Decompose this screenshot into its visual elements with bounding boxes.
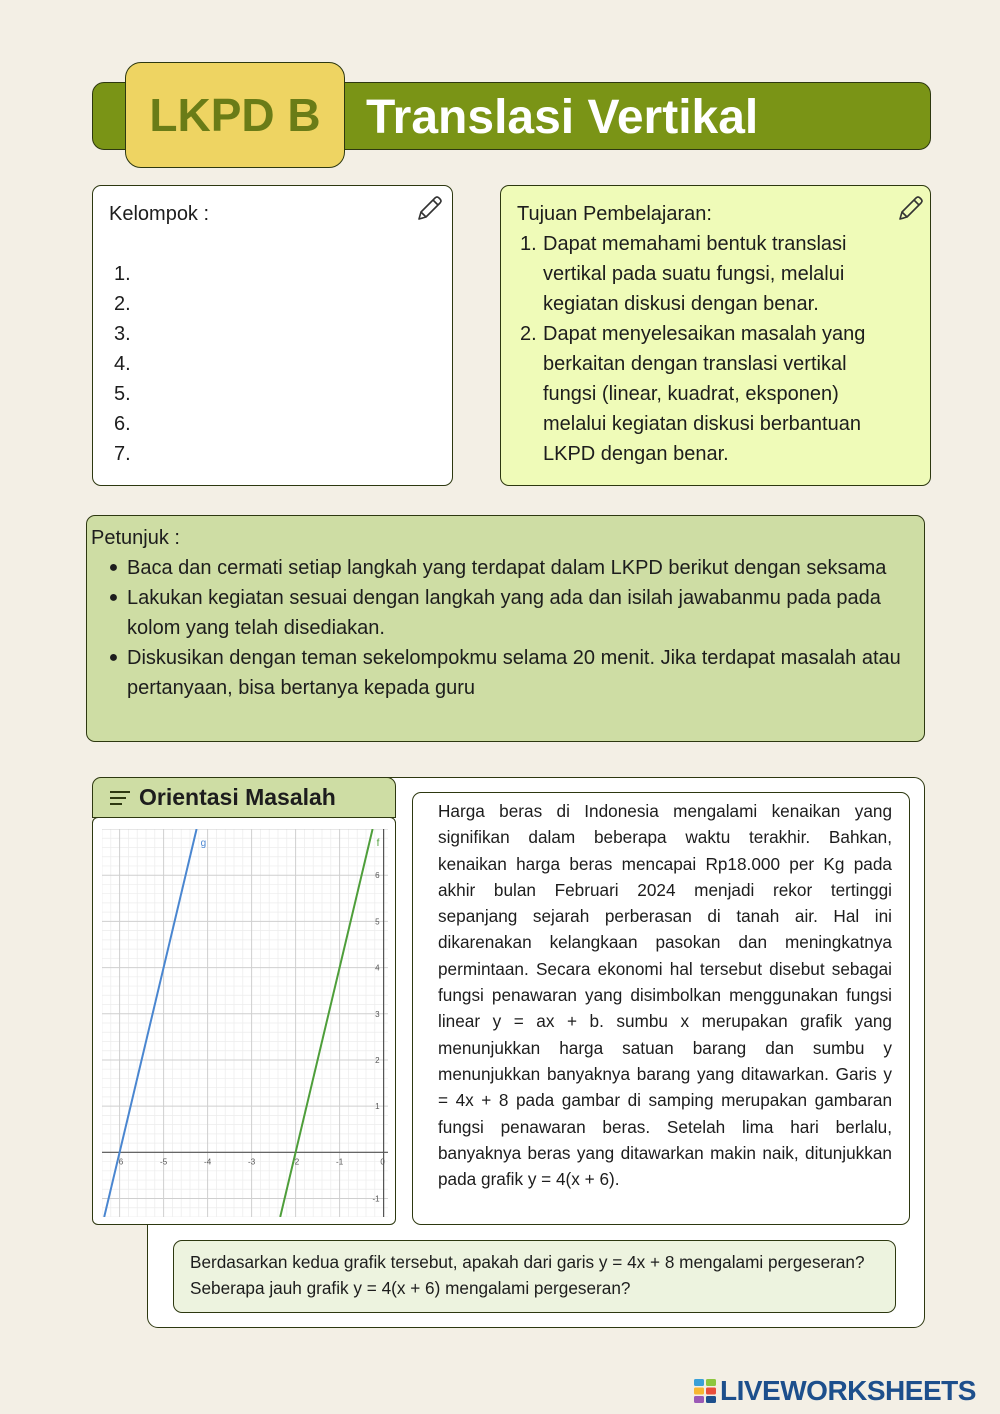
orientasi-title: Orientasi Masalah (139, 784, 336, 810)
x-tick-label: -6 (116, 1157, 124, 1167)
series-label-f: f (376, 838, 380, 849)
y-tick-label: 5 (375, 917, 380, 927)
list-item (520, 229, 900, 319)
x-tick-label: 0 (380, 1157, 385, 1167)
y-tick-label: -1 (372, 1194, 380, 1204)
petunjuk-text: Diskusikan dengan teman sekelompokmu selama 20 menit. Jika terdapat masalah atau pertanyaan, bisa bertanya kepada guru (127, 647, 901, 699)
problem-paragraph: Harga beras di Indonesia mengalami kenaikan yang signifikan dalam beberapa waktu terakhir. Bahkan, kenaikan harga beras mencapai Rp18.000 per Kg pada akhir bulan Februari 2024 menjadi rekor tertinggi sepanjang sejarah perberasan di tanah air. Hal ini dikarenakan kelangkaan pasokan dan meningkatnya permintaan. Secara ekonomi hal tersebut disebut sebagai fungsi penawaran yang disimbolkan menggunakan fungsi linear y = ax + b. sumbu x merupakan grafik yang menunjukkan harga satuan barang dan sumbu y menunjukkan banyaknya barang yang ditawarkan. Garis y = 4x + 8 pada gambar di samping merupakan gambaran fungsi penawaran beras. Setelah lima hari berlalu, banyaknya beras yang ditawarkan makin naik, ditunjukkan pada grafik y = 4(x + 6). (438, 801, 892, 1190)
question-text: Berdasarkan kedua grafik tersebut, apakah dari garis y = 4x + 8 mengalami pergeseran? Seberapa jauh grafik y = 4(x + 6) mengalami pergeseran? (190, 1252, 865, 1299)
kelompok-number: 1. (114, 263, 131, 285)
y-tick-label: 4 (375, 963, 380, 973)
pencil-icon (414, 194, 444, 224)
y-tick-label: 3 (375, 1009, 380, 1019)
x-tick-label: -1 (336, 1157, 344, 1167)
kelompok-number: 2. (114, 293, 131, 315)
kelompok-number: 5. (114, 383, 131, 405)
x-tick-label: -3 (248, 1157, 256, 1167)
line-graph (102, 829, 388, 1217)
tujuan-number: 2. (520, 323, 537, 345)
lkpd-badge: LKPD B (125, 62, 345, 168)
x-tick-label: -4 (204, 1157, 212, 1167)
liveworksheets-logo-icon (694, 1379, 716, 1403)
series-label-g: g (200, 838, 207, 849)
bullet-icon: ● (108, 559, 119, 576)
tujuan-label: Tujuan Pembelajaran: (517, 203, 712, 225)
list-item (100, 553, 922, 583)
y-tick-label: 2 (375, 1055, 380, 1065)
list-item (100, 643, 922, 703)
tujuan-number: 1. (520, 233, 537, 255)
petunjuk-list (100, 553, 922, 703)
brand-name: LIVEWORKSHEETS (720, 1375, 976, 1406)
pencil-icon (895, 194, 925, 224)
kelompok-label: Kelompok : (109, 203, 210, 225)
kelompok-number: 6. (114, 413, 131, 435)
x-tick-label: -2 (292, 1157, 300, 1167)
x-tick-label: -5 (160, 1157, 168, 1167)
kelompok-number-list (114, 259, 131, 469)
petunjuk-label: Petunjuk : (91, 527, 180, 549)
menu-lines-icon (109, 789, 131, 807)
kelompok-number: 3. (114, 323, 131, 345)
bullet-icon: ● (108, 589, 119, 606)
grid-minor (102, 829, 388, 1217)
y-tick-label: 1 (375, 1102, 380, 1112)
kelompok-box (92, 185, 453, 486)
list-item (100, 583, 922, 643)
y-tick-label: 6 (375, 871, 380, 881)
tujuan-text: Dapat menyelesaikan masalah yang berkaitan dengan translasi vertikal fungsi (linear, kuadrat, eksponen) melalui kegiatan diskusi berbantuan LKPD dengan benar. (543, 323, 866, 465)
liveworksheets-logo (694, 1375, 976, 1407)
kelompok-number: 7. (114, 443, 131, 465)
kelompok-number: 4. (114, 353, 131, 375)
petunjuk-text: Baca dan cermati setiap langkah yang terdapat dalam LKPD berikut dengan seksama (127, 557, 887, 579)
page-title: Translasi Vertikal (366, 91, 759, 144)
bullet-icon: ● (108, 649, 119, 666)
list-item (520, 319, 900, 469)
tujuan-text: Dapat memahami bentuk translasi vertikal pada suatu fungsi, melalui kegiatan diskusi dengan benar. (543, 233, 847, 315)
tujuan-list (520, 229, 900, 469)
petunjuk-text: Lakukan kegiatan sesuai dengan langkah yang ada dan isilah jawabanmu pada pada kolom yang telah disediakan. (127, 587, 881, 639)
orientasi-header (92, 777, 396, 818)
